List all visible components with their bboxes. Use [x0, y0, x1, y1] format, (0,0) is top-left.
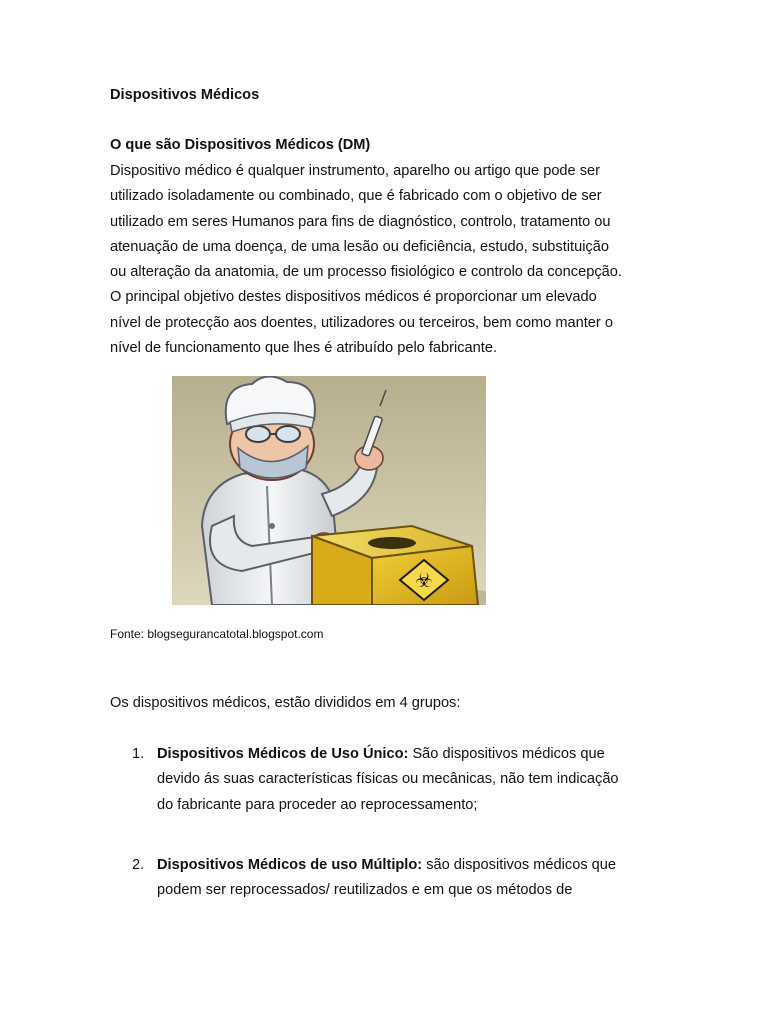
figure-caption: Fonte: blogsegurancatotal.blogspot.com	[110, 627, 324, 641]
list-item-text: são dispositivos médicos que	[422, 857, 617, 873]
list-item-first-line	[157, 742, 667, 767]
intro-line: O principal objetivo destes dispositivos médicos é proporcionar um elevado	[110, 289, 597, 306]
intro-paragraph	[110, 159, 670, 361]
intro-line: nível de protecção aos doentes, utilizadores ou terceiros, bem como manter o	[110, 314, 613, 331]
doctor-illustration	[172, 376, 486, 605]
list-item-number: 1.	[132, 746, 145, 762]
intro-line: atenuação de uma doença, de uma lesão ou deficiência, estudo, substituição	[110, 238, 609, 255]
intro-line: nível de funcionamento que lhes é atribuído pelo fabricante.	[110, 340, 497, 357]
document-title: Dispositivos Médicos	[110, 87, 260, 103]
list-item-text: São dispositivos médicos que	[408, 746, 605, 762]
list-item-body	[157, 853, 667, 904]
list-item-term: Dispositivos Médicos de Uso Único:	[157, 746, 409, 762]
groups-intro: Os dispositivos médicos, estão divididos em 4 grupos:	[110, 695, 461, 711]
doctor-illustration-drawing	[172, 376, 486, 605]
intro-line: utilizado isoladamente ou combinado, que é fabricado com o objetivo de ser	[110, 188, 602, 205]
list-item-first-line	[157, 853, 667, 878]
list-item-line: devido ás suas características físicas ou mecânicas, não tem indicação	[157, 771, 619, 788]
list-item-line: podem ser reprocessados/ reutilizados e em que os métodos de	[157, 882, 573, 899]
list-item-term: Dispositivos Médicos de uso Múltiplo:	[157, 857, 423, 873]
section-heading: O que são Dispositivos Médicos (DM)	[110, 137, 371, 153]
biohazard-icon: ☣	[415, 568, 433, 592]
list-item-body	[157, 742, 667, 818]
intro-line: utilizado em seres Humanos para fins de diagnóstico, controlo, tratamento ou	[110, 213, 611, 230]
list-item-line: do fabricante para proceder ao reprocessamento;	[157, 796, 478, 813]
list-item-number: 2.	[132, 857, 145, 873]
intro-line: ou alteração da anatomia, de um processo fisiológico e controlo da concepção.	[110, 264, 622, 281]
intro-line: Dispositivo médico é qualquer instrumento, aparelho ou artigo que pode ser	[110, 163, 600, 179]
